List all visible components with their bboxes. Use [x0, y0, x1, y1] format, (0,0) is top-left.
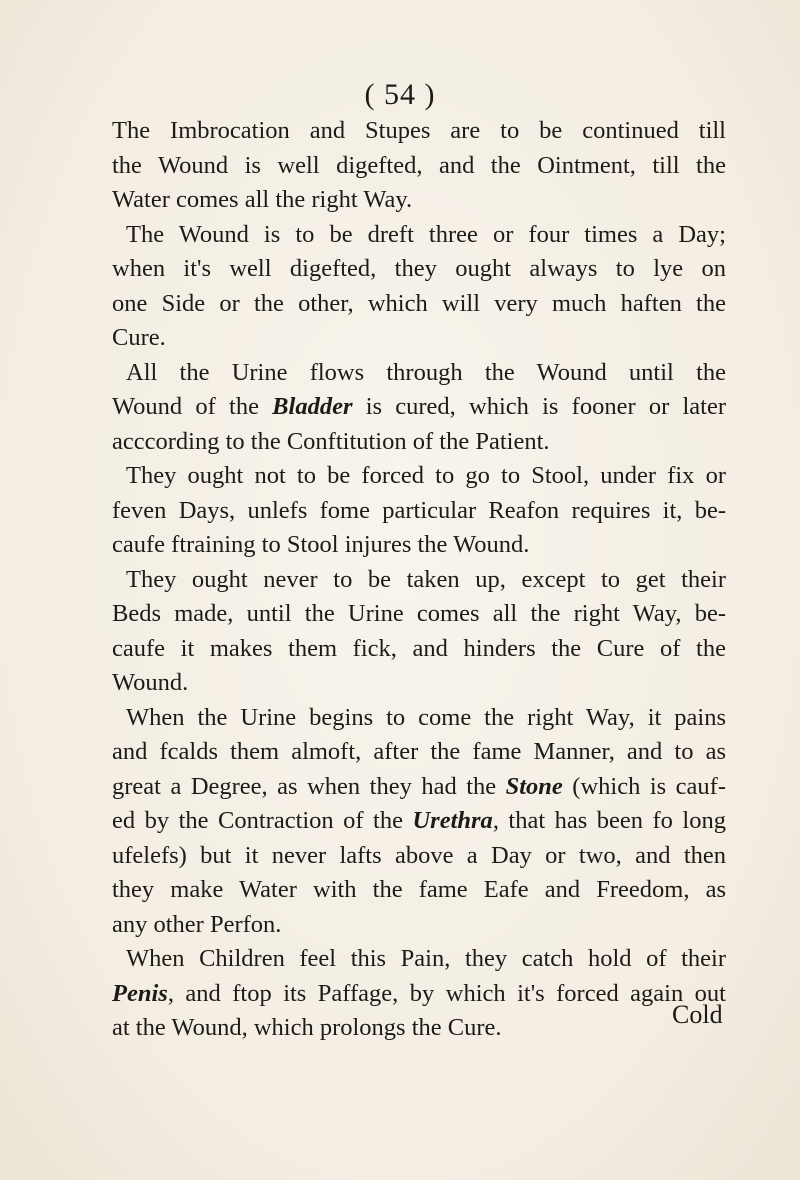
- text-line: Wound of the Bladder is cured, which is fooner or later: [112, 393, 726, 420]
- text-line: one Side or the other, which will very much haften the: [112, 289, 726, 317]
- text-line: They ought never to be taken up, except to get their: [126, 565, 726, 593]
- italic-term: Urethra: [412, 807, 493, 834]
- body-text: [112, 114, 726, 1046]
- text-line: When Children feel this Pain, they catch hold of their: [126, 945, 726, 972]
- italic-term: Penis: [112, 979, 168, 1007]
- text-line: they make Water with the fame Eafe and Freedom, as: [112, 876, 726, 903]
- text-line: at the Wound, which prolongs the Cure.: [112, 1014, 502, 1041]
- italic-term: Bladder: [272, 393, 353, 420]
- text-line: acccording to the Conftitution of the Patient.: [112, 427, 550, 455]
- text-line: ufelefs) but it never lafts above a Day or two, and then: [112, 841, 726, 869]
- catchword: Cold: [672, 1000, 723, 1029]
- italic-term: Stone: [505, 772, 563, 800]
- text-line: The Imbrocation and Stupes are to be continued till: [112, 117, 726, 144]
- text-line: Penis, and ftop its Paffage, by which it's forced again out: [112, 979, 726, 1007]
- text-line: All the Urine flows through the Wound until the: [126, 358, 726, 386]
- page-number: ( 54 ): [364, 78, 436, 111]
- text-line: Cure.: [112, 324, 166, 351]
- text-line: and fcalds them almoft, after the fame Manner, and to as: [112, 738, 726, 765]
- text-line: The Wound is to be dreft three or four times a Day;: [126, 220, 726, 248]
- text-line: When the Urine begins to come the right Way, it pains: [126, 703, 726, 731]
- text-line: feven Days, unlefs fome particular Reafon requires it, be-: [112, 496, 726, 524]
- text-line: Water comes all the right Way.: [112, 186, 413, 213]
- text-line: ed by the Contraction of the Urethra, that has been fo long: [112, 807, 726, 834]
- text-line: caufe it makes them fick, and hinders the Cure of the: [112, 634, 726, 662]
- text-line: when it's well digefted, they ought always to lye on: [112, 255, 726, 282]
- text-line: any other Perfon.: [112, 910, 282, 938]
- text-line: great a Degree, as when they had the Stone (which is cauf-: [112, 772, 726, 800]
- text-line: the Wound is well digefted, and the Ointment, till the: [112, 151, 726, 179]
- text-line: Wound.: [112, 669, 189, 696]
- text-line: caufe ftraining to Stool injures the Wound.: [112, 531, 530, 558]
- text-line: They ought not to be forced to go to Stool, under fix or: [126, 462, 726, 489]
- text-line: Beds made, until the Urine comes all the right Way, be-: [112, 600, 726, 627]
